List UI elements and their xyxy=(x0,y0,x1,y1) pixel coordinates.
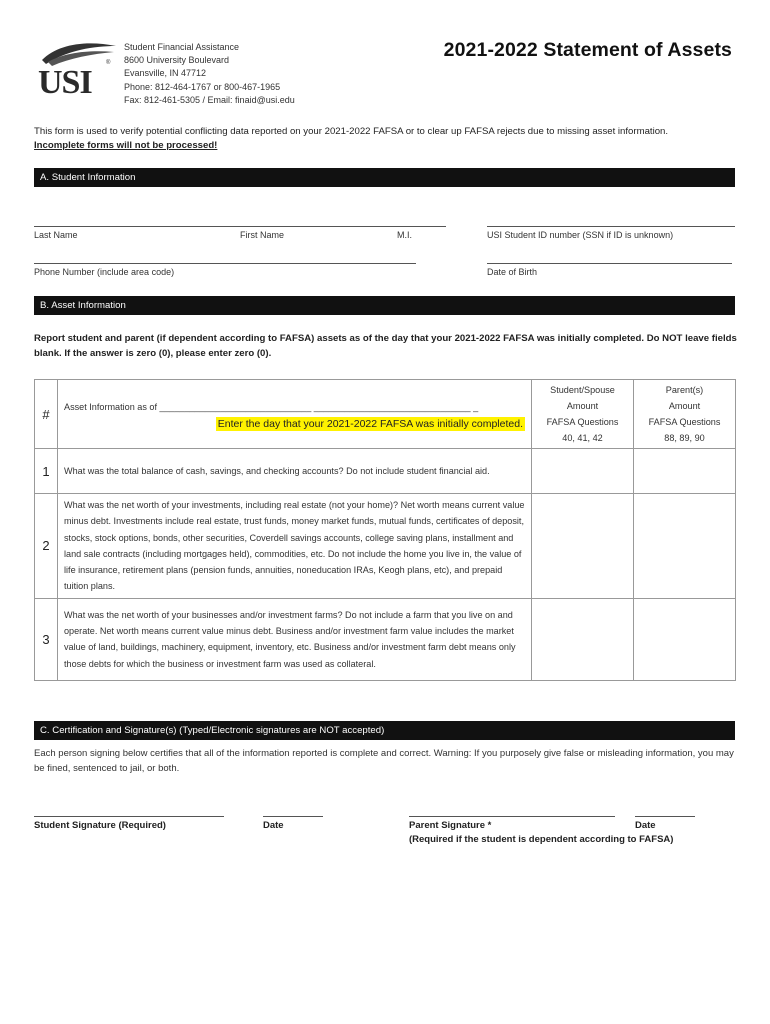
parent-signature-note: (Required if the student is dependent according to FAFSA) xyxy=(409,834,674,845)
intro-warning: Incomplete forms will not be processed! xyxy=(34,140,218,151)
first-name-label: First Name xyxy=(240,230,285,240)
intro-paragraph xyxy=(34,125,744,153)
student-date-label: Date xyxy=(263,820,284,831)
row-number: 3 xyxy=(35,598,58,680)
parent-signature-label: Parent Signature * xyxy=(409,820,492,831)
usi-logo xyxy=(36,38,120,98)
dob-label: Date of Birth xyxy=(487,267,538,277)
office-line: Student Financial Assistance xyxy=(124,42,240,52)
as-of-date-field[interactable]: Asset Information as of ______________________________ _______________________________ _ xyxy=(64,402,479,412)
phone-label: Phone Number (include area code) xyxy=(34,267,175,277)
office-line: Fax: 812-461-5305 / Email: finaid@usi.edu xyxy=(124,94,295,105)
student-amount-cell[interactable] xyxy=(532,449,634,494)
office-line: Phone: 812-464-1767 or 800-467-1965 xyxy=(124,81,281,92)
office-address xyxy=(124,41,295,107)
header-line: Student/Spouse xyxy=(550,384,615,395)
svg-text:USI: USI xyxy=(38,64,92,98)
svg-text:®: ® xyxy=(106,60,111,66)
parent-amount-header xyxy=(634,380,736,449)
header-line: 40, 41, 42 xyxy=(562,433,603,444)
student-amount-cell[interactable] xyxy=(532,494,634,599)
row-number: 1 xyxy=(35,449,58,494)
table-row xyxy=(35,598,736,680)
page-title: 2021-2022 Statement of Assets xyxy=(443,39,732,61)
parent-amount-cell[interactable] xyxy=(634,598,736,680)
parent-amount-cell[interactable] xyxy=(634,449,736,494)
student-date-line[interactable] xyxy=(263,816,323,817)
highlight-instruction: Enter the day that your 2021-2022 FAFSA was initially completed. xyxy=(217,418,523,430)
student-name-line[interactable] xyxy=(34,226,446,227)
student-id-line[interactable] xyxy=(487,226,735,227)
phone-line[interactable] xyxy=(34,263,416,264)
header-line: Amount xyxy=(566,400,599,411)
dob-line[interactable] xyxy=(487,263,732,264)
header-line: FAFSA Questions xyxy=(648,417,721,427)
asset-table-header xyxy=(35,380,736,449)
student-id-label: USI Student ID number (SSN if ID is unknown) xyxy=(487,230,674,240)
student-signature-line[interactable] xyxy=(34,816,224,817)
parent-date-line[interactable] xyxy=(635,816,695,817)
student-signature-label: Student Signature (Required) xyxy=(34,820,166,831)
header-line: 88, 89, 90 xyxy=(664,433,705,444)
section-b-heading: B. Asset Information xyxy=(34,296,735,315)
office-line: Evansville, IN 47712 xyxy=(124,68,207,79)
asset-table xyxy=(34,379,736,681)
as-of-header xyxy=(58,380,532,449)
row-question: What was the total balance of cash, savings, and checking accounts? Do not include student financial aid. xyxy=(58,449,532,494)
office-line: 8600 University Boulevard xyxy=(124,55,230,66)
header-line: FAFSA Questions xyxy=(546,417,619,427)
last-name-label: Last Name xyxy=(34,230,78,240)
section-c-heading: C. Certification and Signature(s) (Typed/Electronic signatures are NOT accepted) xyxy=(34,721,735,740)
intro-text: This form is used to verify potential conflicting data reported on your 2021-2022 FAFSA or to clear up FAFSA rejects due to missing asset information. xyxy=(34,126,669,137)
student-amount-header xyxy=(532,380,634,449)
table-row xyxy=(35,449,736,494)
row-number: 2 xyxy=(35,494,58,599)
asset-instructions: Report student and parent (if dependent according to FAFSA) assets as of the day that your 2021-2022 FAFSA was initially completed. Do NOT leave fields blank. If the answer is zero (0), please enter zero (0). xyxy=(34,333,737,359)
parent-signature-line[interactable] xyxy=(409,816,615,817)
num-header: # xyxy=(35,380,58,449)
header-line: Parent(s) xyxy=(665,384,704,395)
parent-date-label: Date xyxy=(635,820,656,831)
row-question: What was the net worth of your businesses and/or investment farms? Do not include a farm that you live on and operate. Net worth means current value minus debt. Business and/or investment farm value includes the market value of land, buildings, machinery, equipment, inventory, etc. Business and/or investment farm debt means only those debts for which the business or investment farm was used as collateral. xyxy=(58,598,532,680)
section-a-heading: A. Student Information xyxy=(34,168,735,187)
certification-text: Each person signing below certifies that all of the information reported is complete and correct. Warning: If you purposely give false or misleading information, you may be fined, sentenced to jail, or both. xyxy=(34,748,734,774)
parent-amount-cell[interactable] xyxy=(634,494,736,599)
table-row xyxy=(35,494,736,599)
row-question: What was the net worth of your investments, including real estate (not your home)? Net worth means current value minus debt. Investments include real estate, trust funds, money market funds, mutual funds, certificates of deposit, stocks, stock options, bonds, other securities, Coverdell savings accounts, college saving plans, installment and land sale contracts (including mortgages held), commodities, etc. Do not include the home you live in, the value of life insurance, retirement plans (pension funds, annuities, noneducation IRAs, Keogh plans, etc), and prepaid tuition plans. xyxy=(58,494,532,599)
student-amount-cell[interactable] xyxy=(532,598,634,680)
header-line: Amount xyxy=(668,400,701,411)
mi-label: M.I. xyxy=(397,230,412,240)
